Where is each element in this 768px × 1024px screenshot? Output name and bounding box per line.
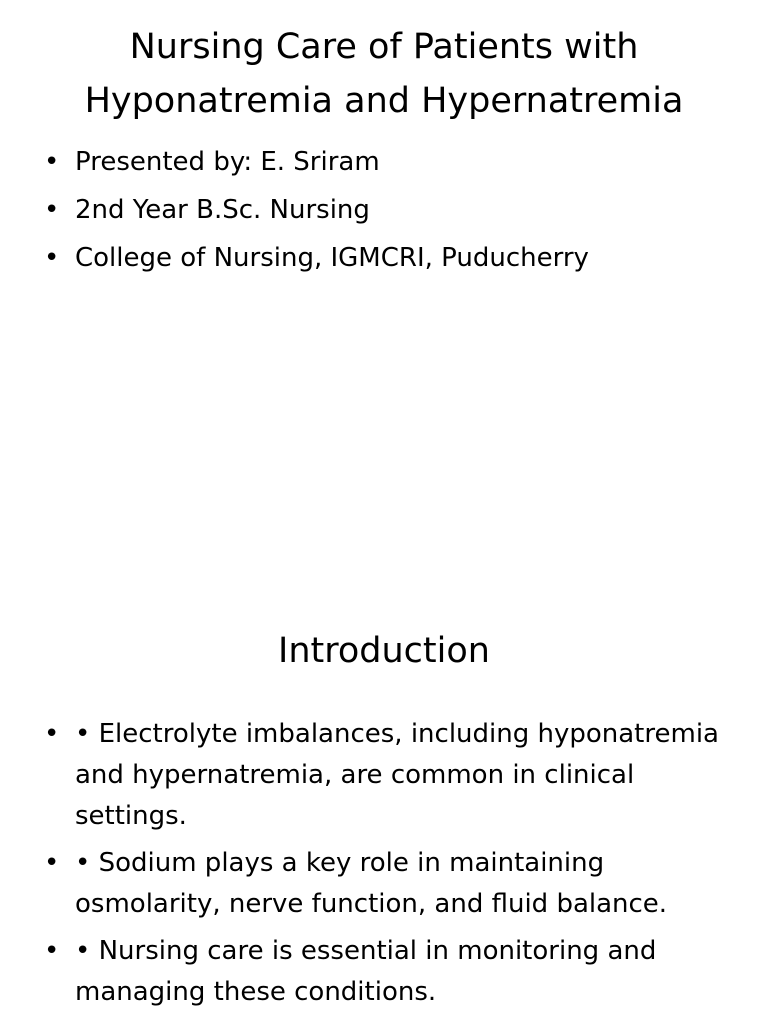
introduction-slide	[0, 512, 768, 1024]
bullet-dot-icon: •	[44, 848, 60, 878]
bullet-text: Presented by: E. Sriram	[75, 147, 380, 177]
bullet-item	[0, 931, 768, 1013]
bullet-text: • Sodium plays a key role in maintaining osmolarity, nerve function, and fluid balance.	[75, 848, 668, 919]
bullet-dot-icon: •	[44, 936, 60, 966]
bullet-item	[0, 186, 768, 234]
bullet-text: • Electrolyte imbalances, including hyponatremia and hypernatremia, are common in clinical settings.	[75, 719, 719, 831]
bullet-item	[0, 138, 768, 186]
slide-title: Introduction	[278, 631, 490, 671]
bullet-list	[0, 714, 768, 1019]
bullet-dot-icon: •	[44, 195, 60, 225]
bullet-item	[0, 843, 768, 925]
bullet-list	[0, 138, 768, 282]
bullet-text: 2nd Year B.Sc. Nursing	[75, 195, 370, 225]
bullet-dot-icon: •	[44, 147, 60, 177]
bullet-item	[0, 234, 768, 282]
bullet-text: • Nursing care is essential in monitoring and managing these conditions.	[75, 936, 657, 1007]
bullet-dot-icon: •	[44, 243, 60, 273]
bullet-text: College of Nursing, IGMCRI, Puducherry	[75, 243, 589, 273]
slide-title: Nursing Care of Patients with Hyponatremia and Hypernatremia	[84, 27, 684, 121]
bullet-dot-icon: •	[44, 719, 60, 749]
bullet-item	[0, 714, 768, 837]
